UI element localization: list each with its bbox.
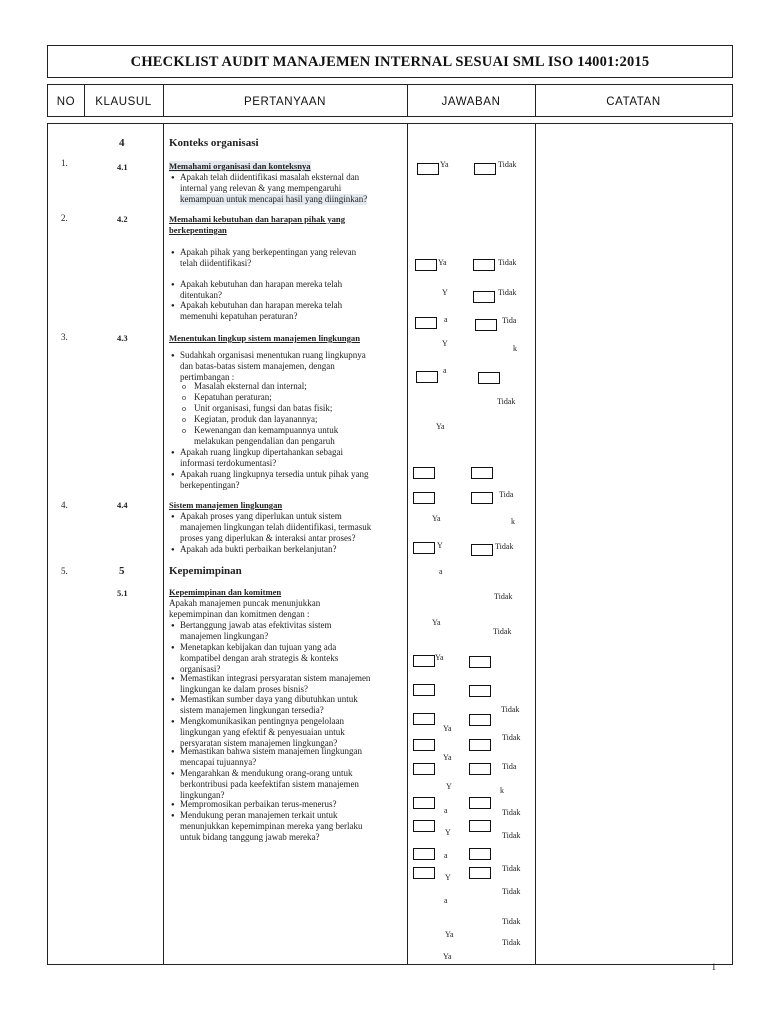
row-2-klausul: 4.2 xyxy=(117,214,128,224)
answer-ya-label: Ya xyxy=(438,258,447,267)
answer-tidak-checkbox[interactable] xyxy=(473,291,495,303)
row-4-heading: Sistem manajemen lingkungan xyxy=(169,500,283,510)
row-3-heading: Menentukan lingkup sistem manajemen lingkungan xyxy=(169,333,361,343)
row-51-bullet-3: ● Memastikan integrasi persyaratan sistem manajemen lingkungan ke dalam proses bisnis? xyxy=(180,673,370,695)
row-3-sub-4: o Kegiatan, produk dan layanannya; xyxy=(194,414,317,425)
table-body xyxy=(47,123,733,965)
page-number: 1 xyxy=(711,962,716,972)
answer-ya-checkbox[interactable] xyxy=(413,867,435,879)
header-no: NO xyxy=(56,96,76,108)
answer-tidak-label: Tidak xyxy=(502,938,521,947)
header-klausul: KLAUSUL xyxy=(95,96,152,108)
answer-k-label: k xyxy=(513,344,517,353)
row-3-sub-5: o Kewenangan dan kemampuannya untuk melakukan pengendalian dan pengaruh xyxy=(194,425,338,447)
answer-k-label: k xyxy=(500,786,504,795)
row-2-no: 2. xyxy=(61,213,68,223)
answer-tidak-checkbox[interactable] xyxy=(469,797,491,809)
answer-ya-checkbox[interactable] xyxy=(413,739,435,751)
section-5-title: Kepemimpinan xyxy=(169,565,242,577)
row-3-no: 3. xyxy=(61,332,68,342)
answer-tidak-checkbox[interactable] xyxy=(478,372,500,384)
answer-y-label: Y xyxy=(445,873,451,882)
answer-tidak-label: Tidak xyxy=(495,542,514,551)
answer-tida-label: Tida xyxy=(499,490,514,499)
answer-tidak-checkbox[interactable] xyxy=(473,259,495,271)
row-51-klausul: 5.1 xyxy=(117,588,128,598)
header-catatan: CATATAN xyxy=(606,96,661,108)
answer-tidak-label: Tidak xyxy=(502,733,521,742)
row-51-bullet-6: ● Memastikan bahwa sistem manajemen lingkungan mencapai tujuannya? xyxy=(180,746,362,768)
answer-tidak-label: Tidak xyxy=(498,160,517,169)
row-5-no: 5. xyxy=(61,566,68,576)
answer-ya-checkbox[interactable] xyxy=(413,848,435,860)
header-pertanyaan: PERTANYAAN xyxy=(243,96,327,108)
answer-ya-label: Ya xyxy=(443,753,452,762)
answer-tidak-label: Tidak xyxy=(501,705,520,714)
row-3-question-3: ● Apakah ruang lingkupnya tersedia untuk pihak yang berkepentingan? xyxy=(180,469,368,491)
answer-tidak-label: Tidak xyxy=(498,288,517,297)
answer-tidak-checkbox[interactable] xyxy=(471,544,493,556)
answer-tidak-checkbox[interactable] xyxy=(469,656,491,668)
row-3-sub-1: o Masalah eksternal dan internal; xyxy=(194,381,307,392)
answer-tidak-label: Tidak xyxy=(502,887,521,896)
answer-tidak-label: Tidak xyxy=(502,831,521,840)
answer-tidak-checkbox[interactable] xyxy=(469,867,491,879)
row-1-heading: Memahami organisasi dan konteksnya xyxy=(169,161,311,171)
answer-ya-checkbox[interactable] xyxy=(413,492,435,504)
answer-tidak-label: Tidak xyxy=(494,592,513,601)
row-2-question-1: ● Apakah pihak yang berkepentingan yang relevan telah diidentifikasi? xyxy=(180,247,356,269)
answer-ya-checkbox[interactable] xyxy=(413,655,435,667)
answer-ya-checkbox[interactable] xyxy=(413,713,435,725)
answer-ya-checkbox[interactable] xyxy=(415,317,437,329)
row-3-sub-3: o Unit organisasi, fungsi dan batas fisik; xyxy=(194,403,332,414)
row-4-klausul: 4.4 xyxy=(117,500,128,510)
answer-tidak-checkbox[interactable] xyxy=(475,319,497,331)
row-3-klausul: 4.3 xyxy=(117,333,128,343)
answer-a-label: a xyxy=(439,567,443,576)
answer-a-label: a xyxy=(444,806,448,815)
answer-y-label: Y xyxy=(442,339,448,348)
answer-tidak-checkbox[interactable] xyxy=(469,685,491,697)
row-1-klausul: 4.1 xyxy=(117,162,128,172)
section-4-number: 4 xyxy=(119,137,125,149)
row-4-question-1: ● Apakah proses yang diperlukan untuk sistem manajemen lingkungan telah diidentifikasi, termasuk proses yang diperlukan & interaksi antar proses? xyxy=(180,511,371,544)
answer-ya-checkbox[interactable] xyxy=(413,763,435,775)
section-4-title: Konteks organisasi xyxy=(169,137,259,149)
answer-tidak-label: Tidak xyxy=(498,258,517,267)
row-51-bullet-7: ● Mengarahkan & mendukung orang-orang untuk berkontribusi pada keefektifan sistem manajemen lingkungan? xyxy=(180,768,359,801)
answer-ya-label: Ya xyxy=(435,653,444,662)
answer-tidak-checkbox[interactable] xyxy=(469,714,491,726)
answer-tidak-label: Tidak xyxy=(502,808,521,817)
answer-ya-checkbox[interactable] xyxy=(413,684,435,696)
answer-ya-checkbox[interactable] xyxy=(413,467,435,479)
answer-tidak-label: Tidak xyxy=(502,917,521,926)
answer-ya-label: Ya xyxy=(443,724,452,733)
row-51-bullet-8: ● Mempromosikan perbaikan terus-menerus? xyxy=(180,799,336,810)
row-3-sub-2: o Kepatuhan peraturan; xyxy=(194,392,272,403)
answer-tidak-label: Tidak xyxy=(497,397,516,406)
answer-ya-checkbox[interactable] xyxy=(415,259,437,271)
row-3-question-1: ● Sudahkah organisasi menentukan ruang lingkupnya dan batas-batas sistem manajemen, dengan pertimbangan : xyxy=(180,350,366,383)
row-3-question-2: ● Apakah ruang lingkup dipertahankan sebagai informasi terdokumentasi? xyxy=(180,447,343,469)
answer-tidak-checkbox[interactable] xyxy=(471,492,493,504)
answer-a-label: a xyxy=(444,851,448,860)
header-jawaban: JAWABAN xyxy=(441,96,501,108)
answer-tidak-checkbox[interactable] xyxy=(469,848,491,860)
table-header xyxy=(47,84,733,117)
row-51-bullet-9: ● Mendukung peran manajemen terkait untuk menunjukkan kepemimpinan mereka yang berlaku untuk bidang tanggung jawab mereka? xyxy=(180,810,362,843)
row-1-question: ● Apakah telah diidentifikasi masalah eksternal dan internal yang relevan & yang mempengaruhi kemampuan untuk mencapai hasil yang diinginkan? xyxy=(180,172,367,205)
answer-ya-label: Ya xyxy=(432,514,441,523)
row-51-bullet-5: ● Mengkomunikasikan pentingnya pengelolaan lingkungan yang efektif & penyesuaian untuk persyaratan sistem manajemen lingkungan? xyxy=(180,716,345,749)
answer-ya-checkbox[interactable] xyxy=(413,820,435,832)
row-4-no: 4. xyxy=(61,500,68,510)
answer-tidak-checkbox[interactable] xyxy=(474,163,496,175)
row-4-question-2: ● Apakah ada bukti perbaikan berkelanjutan? xyxy=(180,544,336,555)
answer-ya-checkbox[interactable] xyxy=(413,797,435,809)
answer-tidak-checkbox[interactable] xyxy=(469,820,491,832)
answer-y-label: Y xyxy=(442,288,448,297)
row-51-bullet-1: ● Bertanggung jawab atas efektivitas sistem manajemen lingkungan? xyxy=(180,620,331,642)
answer-ya-label: Ya xyxy=(440,160,449,169)
row-2-question-3: ● Apakah kebutuhan dan harapan mereka telah memenuhi kepatuhan peraturan? xyxy=(180,300,342,322)
answer-ya-checkbox[interactable] xyxy=(417,163,439,175)
row-2-question-2: ● Apakah kebutuhan dan harapan mereka telah ditentukan? xyxy=(180,279,342,301)
answer-ya-label: Ya xyxy=(436,422,445,431)
row-51-bullet-2: ● Menetapkan kebijakan dan tujuan yang ada kompatibel dengan arah strategis & konteks organisasi? xyxy=(180,642,338,675)
row-1-no: 1. xyxy=(61,158,68,168)
answer-tidak-checkbox[interactable] xyxy=(469,739,491,751)
answer-ya-label: Ya xyxy=(445,930,454,939)
answer-tidak-label: Tidak xyxy=(493,627,512,636)
document-title: CHECKLIST AUDIT MANAJEMEN INTERNAL SESUAI SML ISO 14001:2015 xyxy=(130,54,650,70)
answer-k-label: k xyxy=(511,517,515,526)
answer-a-label: a xyxy=(444,315,448,324)
answer-tidak-checkbox[interactable] xyxy=(471,467,493,479)
row-51-bullet-4: ● Memastikan sumber daya yang dibutuhkan untuk sistem manajemen lingkungan tersedia? xyxy=(180,694,358,716)
title-box xyxy=(47,45,733,78)
answer-a-label: a xyxy=(444,896,448,905)
answer-ya-label: Ya xyxy=(443,952,452,961)
answer-y-label: Y xyxy=(437,541,443,550)
answer-ya-checkbox[interactable] xyxy=(413,542,435,554)
answer-tida-label: Tida xyxy=(502,316,517,325)
section-5-number: 5 xyxy=(119,565,125,577)
answer-tidak-checkbox[interactable] xyxy=(469,763,491,775)
answer-y-label: Y xyxy=(446,782,452,791)
row-51-intro: Apakah manajemen puncak menunjukkan kepemimpinan dan komitmen dengan : xyxy=(169,598,321,619)
row-2-heading: Memahami kebutuhan dan harapan pihak yang berkepentingan xyxy=(169,214,345,235)
answer-ya-label: Ya xyxy=(432,618,441,627)
answer-a-label: a xyxy=(443,366,447,375)
answer-ya-checkbox[interactable] xyxy=(416,371,438,383)
row-51-heading: Kepemimpinan dan komitmen xyxy=(169,587,282,597)
answer-tidak-label: Tidak xyxy=(502,864,521,873)
answer-y-label: Y xyxy=(445,828,451,837)
answer-tida-label: Tida xyxy=(502,762,517,771)
